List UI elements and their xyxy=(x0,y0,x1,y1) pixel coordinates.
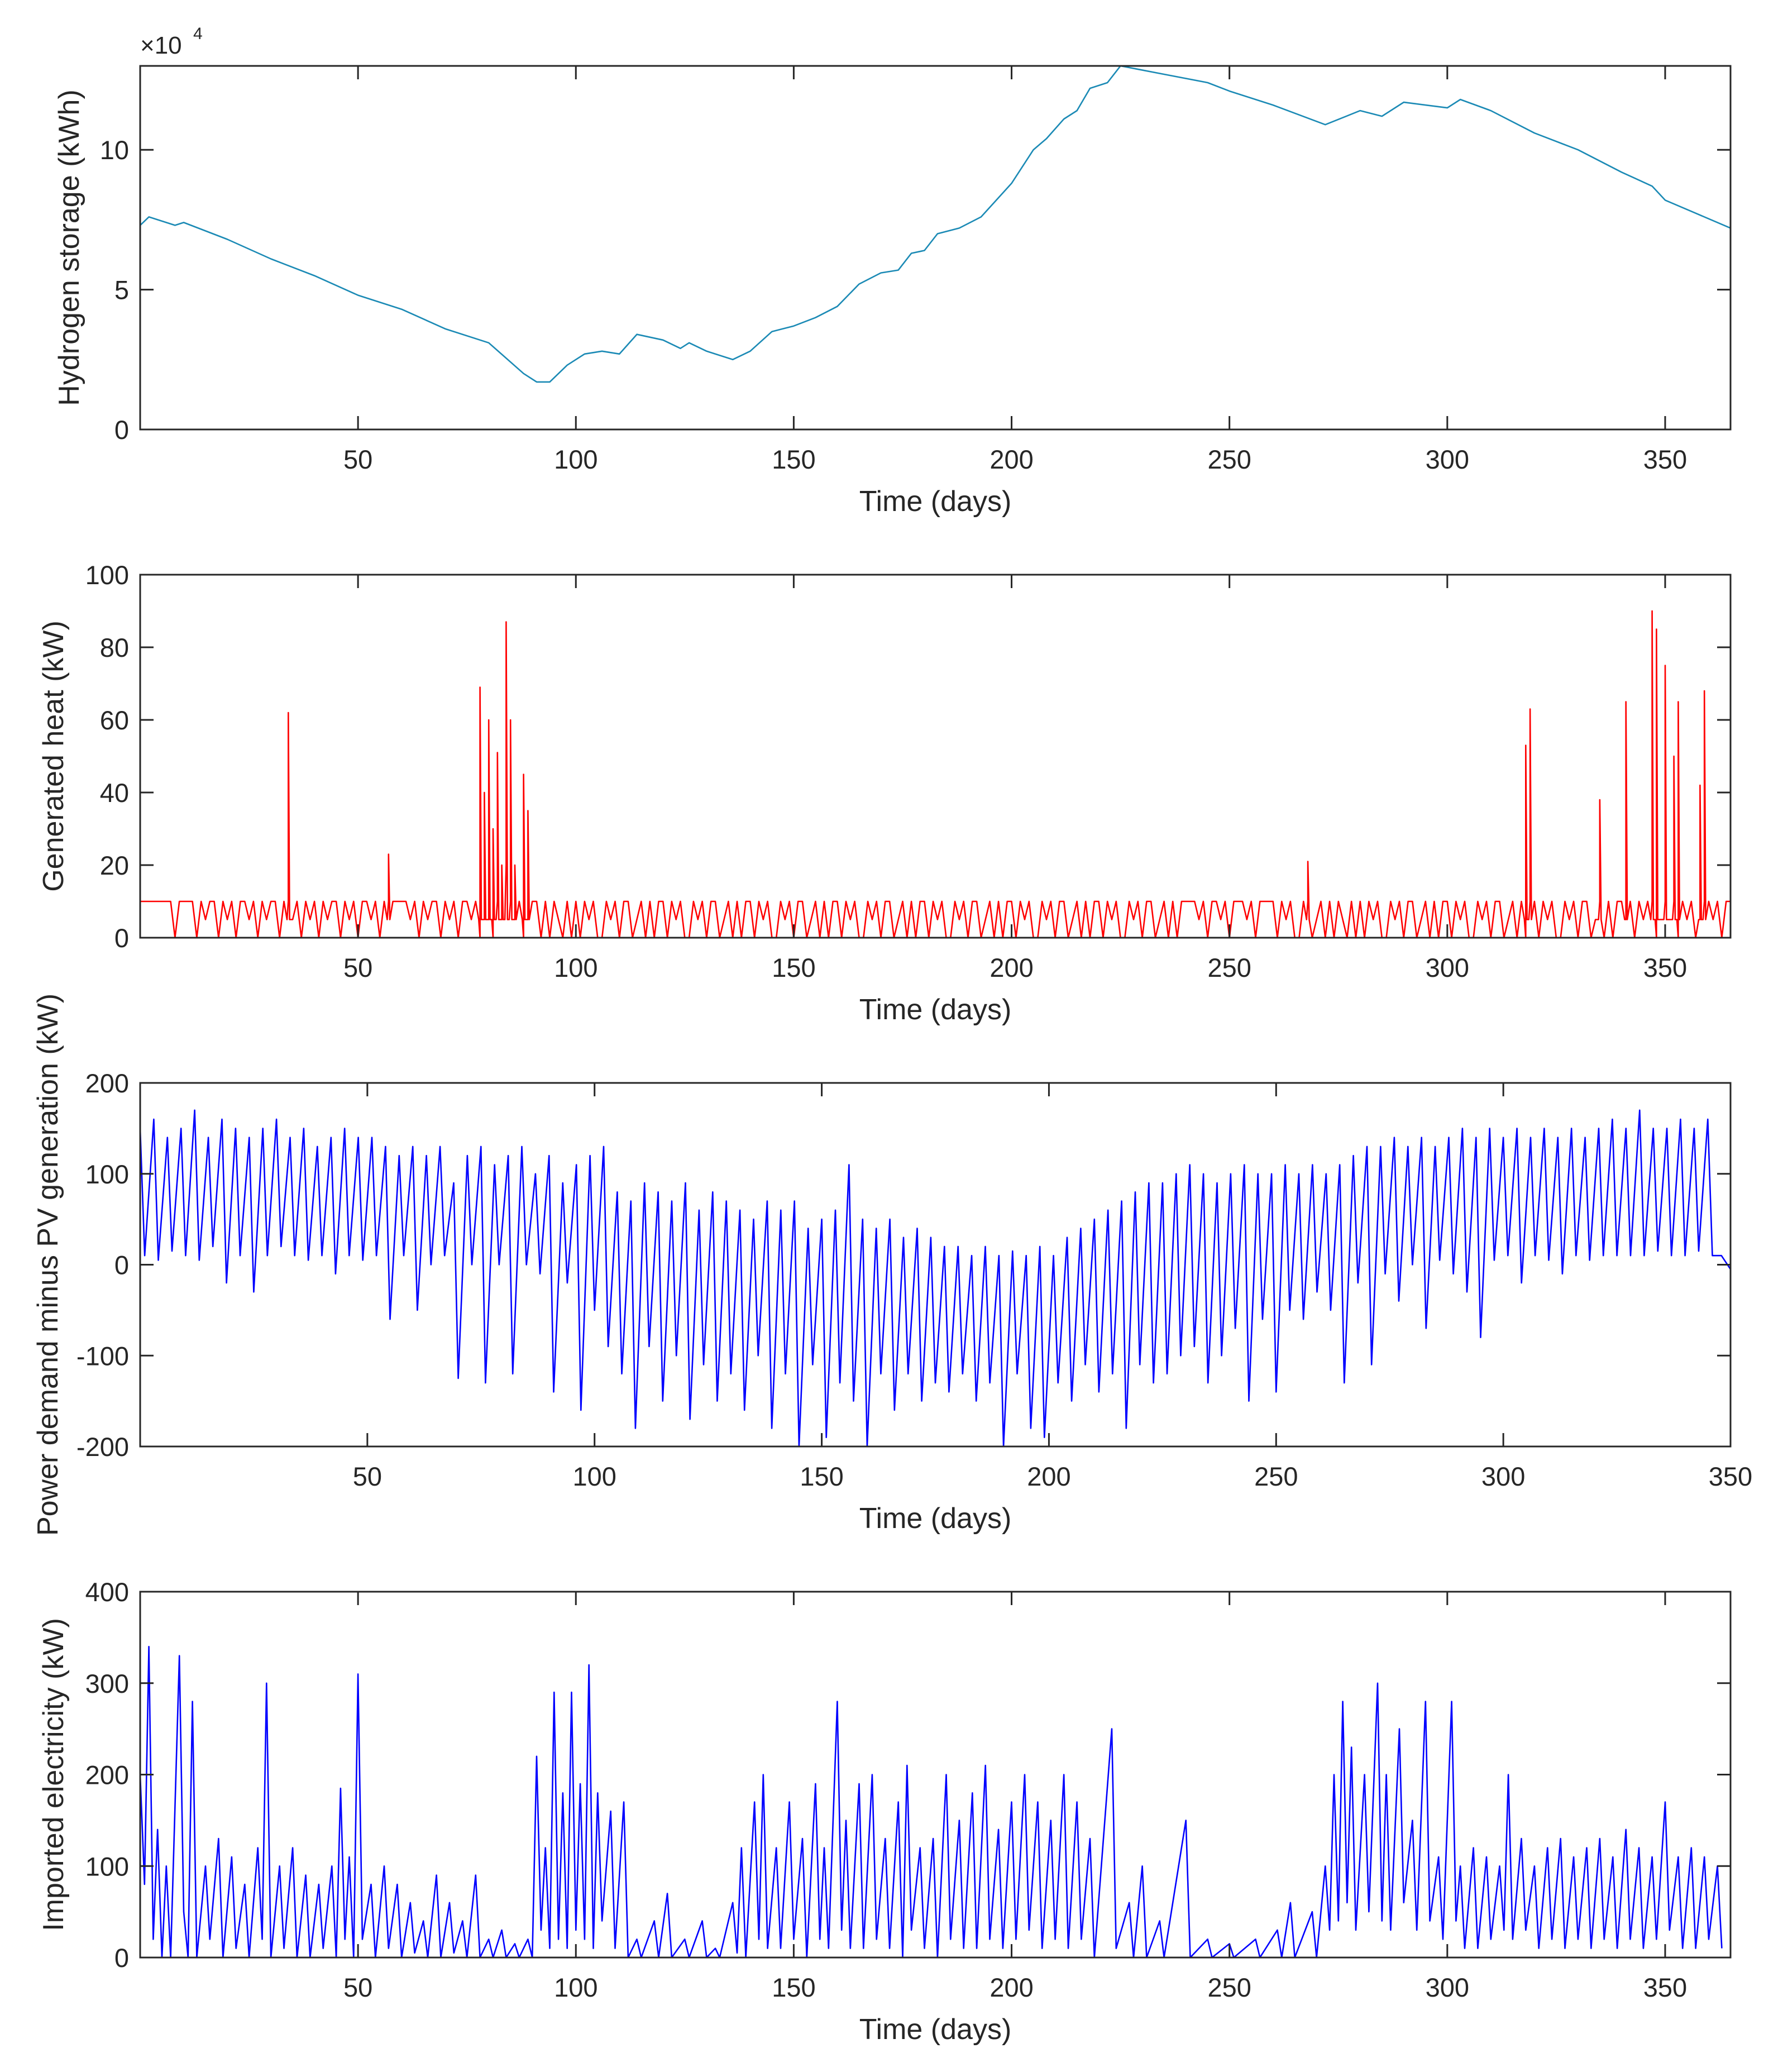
x-tick-label: 350 xyxy=(1708,1462,1753,1491)
data-series-line xyxy=(140,1646,1722,1958)
y-axis-label: Power demand minus PV generation (kW) xyxy=(32,993,64,1536)
y-exponent-label: ×10 xyxy=(140,32,182,59)
y-tick-label: 200 xyxy=(85,1068,129,1098)
y-tick-label: 0 xyxy=(114,415,129,445)
x-tick-label: 50 xyxy=(352,1462,382,1491)
x-axis-label: Time (days) xyxy=(859,2013,1012,2046)
x-tick-label: 300 xyxy=(1425,953,1470,982)
x-tick-label: 200 xyxy=(990,1973,1034,2002)
x-tick-label: 350 xyxy=(1643,953,1688,982)
x-tick-label: 150 xyxy=(772,1973,816,2002)
x-axis-label: Time (days) xyxy=(859,485,1012,518)
x-tick-label: 100 xyxy=(572,1462,616,1491)
y-tick-label: 10 xyxy=(99,135,129,165)
data-series-line xyxy=(140,66,1731,382)
x-tick-label: 50 xyxy=(343,445,373,474)
y-tick-label: 300 xyxy=(85,1668,129,1698)
data-series-line xyxy=(140,1110,1731,1446)
x-tick-label: 250 xyxy=(1254,1462,1298,1491)
x-axis-label: Time (days) xyxy=(859,994,1012,1026)
axes-box xyxy=(140,66,1731,429)
x-tick-label: 150 xyxy=(800,1462,844,1491)
y-tick-label: 40 xyxy=(99,778,129,808)
y-tick-label: 20 xyxy=(99,851,129,880)
y-axis-label: Generated heat (kW) xyxy=(37,620,70,892)
y-tick-label: 0 xyxy=(114,923,129,953)
x-tick-label: 200 xyxy=(990,953,1034,982)
y-tick-label: -200 xyxy=(76,1432,129,1462)
axes-box xyxy=(140,1083,1731,1446)
y-tick-label: -100 xyxy=(76,1341,129,1371)
x-tick-label: 50 xyxy=(343,1973,373,2002)
x-tick-label: 300 xyxy=(1481,1462,1526,1491)
y-axis-label: Hydrogen storage (kWh) xyxy=(53,89,85,406)
x-tick-label: 100 xyxy=(554,953,598,982)
x-tick-label: 300 xyxy=(1425,445,1470,474)
x-tick-label: 50 xyxy=(343,953,373,982)
y-tick-label: 60 xyxy=(99,705,129,735)
x-tick-label: 250 xyxy=(1207,445,1251,474)
x-tick-label: 200 xyxy=(1027,1462,1071,1491)
y-axis-label: Imported electricity (kW) xyxy=(37,1618,70,1931)
y-tick-label: 100 xyxy=(85,560,129,590)
y-tick-label: 400 xyxy=(85,1577,129,1607)
y-tick-label: 80 xyxy=(99,633,129,662)
y-tick-label: 100 xyxy=(85,1159,129,1189)
subplot-2 xyxy=(37,560,1783,1026)
x-tick-label: 350 xyxy=(1643,445,1688,474)
x-tick-label: 100 xyxy=(554,445,598,474)
y-tick-label: 5 xyxy=(114,275,129,305)
data-series-line xyxy=(140,611,1783,938)
x-tick-label: 100 xyxy=(554,1973,598,2002)
axes-box xyxy=(140,575,1731,938)
subplot-3 xyxy=(32,994,1752,1536)
y-exponent-power: 4 xyxy=(193,25,203,43)
y-tick-label: 100 xyxy=(85,1851,129,1882)
x-tick-label: 250 xyxy=(1207,953,1251,982)
subplot-4 xyxy=(37,1577,1731,2046)
x-tick-label: 250 xyxy=(1207,1973,1251,2002)
x-tick-label: 200 xyxy=(990,445,1034,474)
subplot-1 xyxy=(53,25,1731,518)
y-tick-label: 200 xyxy=(85,1760,129,1790)
x-tick-label: 150 xyxy=(772,953,816,982)
x-tick-label: 150 xyxy=(772,445,816,474)
y-tick-label: 0 xyxy=(114,1943,129,1973)
x-tick-label: 300 xyxy=(1425,1973,1470,2002)
x-tick-label: 350 xyxy=(1643,1973,1688,2002)
x-axis-label: Time (days) xyxy=(859,1502,1012,1535)
y-tick-label: 0 xyxy=(114,1250,129,1280)
